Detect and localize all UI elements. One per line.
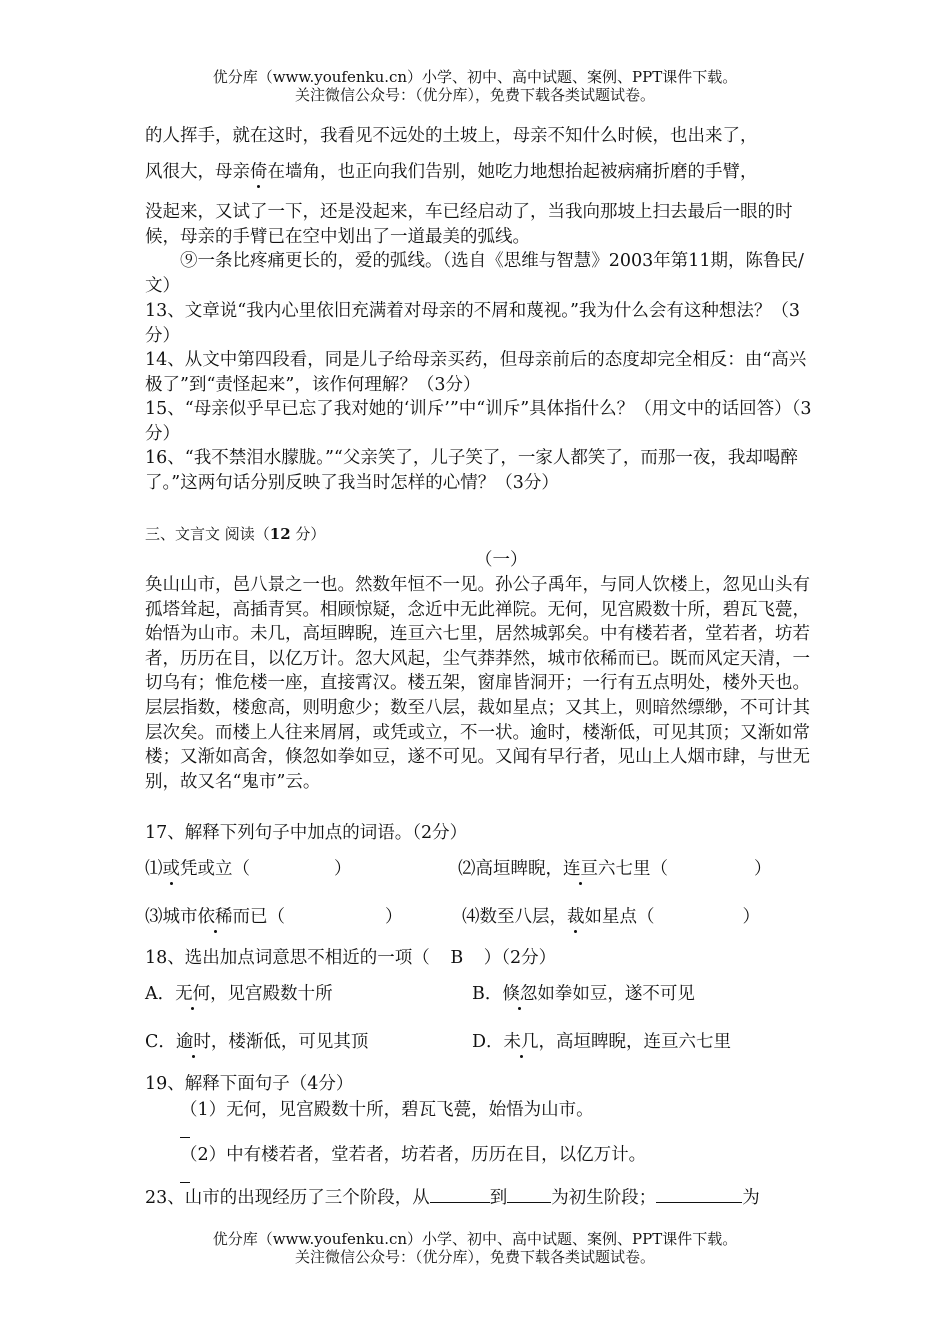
question-17-item-3 xyxy=(145,905,403,929)
page-footer-line1: 优分库（www.youfenku.cn）小学、初中、高中试题、案例、PPT课件下载。 xyxy=(212,1230,738,1248)
dotted-word: 依稀 xyxy=(197,907,233,927)
subsection-title: （一） xyxy=(475,550,528,570)
section-3-title xyxy=(145,522,325,546)
question-19-sentence-1: （1）无何，见宫殿数十所，碧瓦飞甍，始悟为山市。 xyxy=(180,1100,594,1120)
text-span: 12 xyxy=(269,525,291,543)
question-15: 15、“母亲似乎早已忘了我对她的‘训斥’”中“训斥”具体指什么？（用文中的话回答）（3分） xyxy=(145,399,812,444)
passage-line: 的人挥手，就在这时，我看见不远处的土坡上，母亲不知什么时候，也出来了， xyxy=(145,126,758,146)
text-span: 数至八层， xyxy=(479,907,567,927)
text-span: 为 xyxy=(742,1188,760,1208)
text-span: 为初生阶段； xyxy=(551,1188,657,1208)
passage-paragraph: 没起来，又试了一下，还是没起来，车已经启动了，当我向那坡上扫去最后一眼的时候，母亲的手臂已在空中划出了一道最美的弧线。 xyxy=(145,202,793,247)
dotted-word: 连亘 xyxy=(563,859,598,879)
option-b xyxy=(472,982,695,1006)
page-header-line1: 优分库（www.youfenku.cn）小学、初中、高中试题、案例、PPT课件下载。 xyxy=(212,68,738,86)
question-13: 13、文章说“我内心里依旧充满着对母亲的不屑和蔑视。”我为什么会有这种想法？（3分） xyxy=(145,301,801,346)
text-span: 在墙角，也正向我们告别，她吃力地想抬起被病痛折磨的手臂， xyxy=(267,162,758,182)
text-span: 18、选出加点词意思不相近的一项（ xyxy=(145,948,430,968)
option-d xyxy=(472,1030,731,1054)
question-17-title: 17、解释下列句子中加点的词语。（2分） xyxy=(145,823,468,843)
text-span: 23、山市的出现经历了三个阶段，从 xyxy=(145,1188,430,1208)
text-span: 风很大，母亲 xyxy=(145,162,250,182)
question-14: 14、从文中第四段看，同是儿子给母亲买药，但母亲前后的态度却完全相反：由“高兴极了”到“责怪起来”，该作何理解？（3分） xyxy=(145,350,807,395)
text-span: ，楼渐低，可见其顶 xyxy=(210,1032,369,1052)
option-label: A． xyxy=(145,984,176,1004)
item-number: ⑷ xyxy=(462,907,480,927)
answer-line xyxy=(180,1137,190,1138)
dotted-word: 逾时 xyxy=(175,1032,211,1052)
text-span: ） xyxy=(334,859,352,879)
text-span: ，见宫殿数十所 xyxy=(210,984,333,1004)
text-span: 凭或立（ xyxy=(180,859,250,879)
fill-blank[interactable] xyxy=(430,1186,490,1203)
question-19-title: 19、解释下面句子（4分） xyxy=(145,1074,354,1094)
option-label: C． xyxy=(145,1032,176,1052)
answer-line xyxy=(180,1182,190,1183)
option-a xyxy=(145,982,333,1006)
question-17-item-2 xyxy=(458,857,772,881)
passage-paragraph-9: ⑨一条比疼痛更长的，爱的弧线。（选自《思维与智慧》2003年第11期，陈鲁民/文） xyxy=(145,251,804,296)
text-span: ） xyxy=(742,907,760,927)
question-16: 16、“我不禁泪水朦胧。”“父亲笑了，儿子笑了，一家人都笑了，而那一夜，我却喝醉了。”这两句话分别反映了我当时怎样的心情？（3分） xyxy=(145,448,798,493)
item-number: ⑵ xyxy=(458,859,476,879)
answer-value: B xyxy=(450,948,464,968)
text-span: 如拳如豆，遂不可见 xyxy=(537,984,695,1004)
page-footer-line2: 关注微信公众号：（优分库），免费下载各类试题试卷。 xyxy=(294,1248,655,1266)
dotted-word: 无何 xyxy=(175,984,211,1004)
text-span: 如星点（ xyxy=(584,907,655,927)
text-span: 城市 xyxy=(162,907,198,927)
text-span: ） xyxy=(754,859,772,879)
fill-blank[interactable] xyxy=(656,1186,742,1203)
dotted-word: 或 xyxy=(162,859,180,879)
text-span: 六七里（ xyxy=(598,859,668,879)
question-19-sentence-2: （2）中有楼若者，堂若者，坊若者，历历在目，以亿万计。 xyxy=(180,1145,647,1165)
text-span: 到 xyxy=(489,1188,508,1208)
text-span: 而已（ xyxy=(232,907,285,927)
question-17-item-4 xyxy=(462,905,760,929)
text-span: ，高垣睥睨，连亘六七里 xyxy=(538,1032,732,1052)
classical-text: 奂山山市，邑八景之一也。然数年恒不一见。孙公子禹年，与同人饮楼上，忽见山头有孤塔耸起，高插青冥。相顾惊疑，念近中无此禅院。无何，见宫殿数十所，碧瓦飞甍，始悟为山市。未几，高垣睥睨，连亘六七里，居然城郭矣。中有楼若者，堂若者，坊若者，历历在目，以亿万计。忽大风起，尘气莽莽然，城市依稀而已。既而风定天清，一切乌有；惟危楼一座，直接霄汉。楼五架，窗扉皆洞开；一行有五点明处，楼外天也。层层指数，楼愈高，则明愈少；数至八层，裁如星点；又其上，则暗然缥缈，不可计其层次矣。而楼上人往来屑屑，或凭或立，不一状。逾时，楼渐低，可见其顶；又渐如常楼；又渐如高舍，倏忽如拳如豆，遂不可见。又闻有早行者，见山上人烟市肆，与世无别，故又名“鬼市”云。 xyxy=(145,575,810,792)
passage-line xyxy=(145,160,758,184)
option-c xyxy=(145,1030,368,1054)
dotted-word: 未几 xyxy=(503,1032,539,1052)
item-number: ⑶ xyxy=(145,907,163,927)
question-18-title xyxy=(145,946,556,970)
dotted-word: 倚 xyxy=(250,162,268,182)
text-span: 高垣睥睨， xyxy=(475,859,563,879)
text-span: 分） xyxy=(290,525,326,543)
question-17-item-1 xyxy=(145,857,352,881)
text-span: 三、文言文 阅读（ xyxy=(145,525,270,543)
item-number: ⑴ xyxy=(145,859,163,879)
dotted-word: 倏忽 xyxy=(502,984,538,1004)
question-23 xyxy=(145,1186,760,1210)
dotted-word: 裁 xyxy=(567,907,585,927)
fill-blank[interactable] xyxy=(507,1186,551,1203)
option-label: B． xyxy=(472,984,503,1004)
option-label: D． xyxy=(472,1032,504,1052)
text-span: ） xyxy=(385,907,403,927)
page-header-line2: 关注微信公众号：（优分库），免费下载各类试题试卷。 xyxy=(294,86,655,104)
text-span: ）（2分） xyxy=(483,948,557,968)
